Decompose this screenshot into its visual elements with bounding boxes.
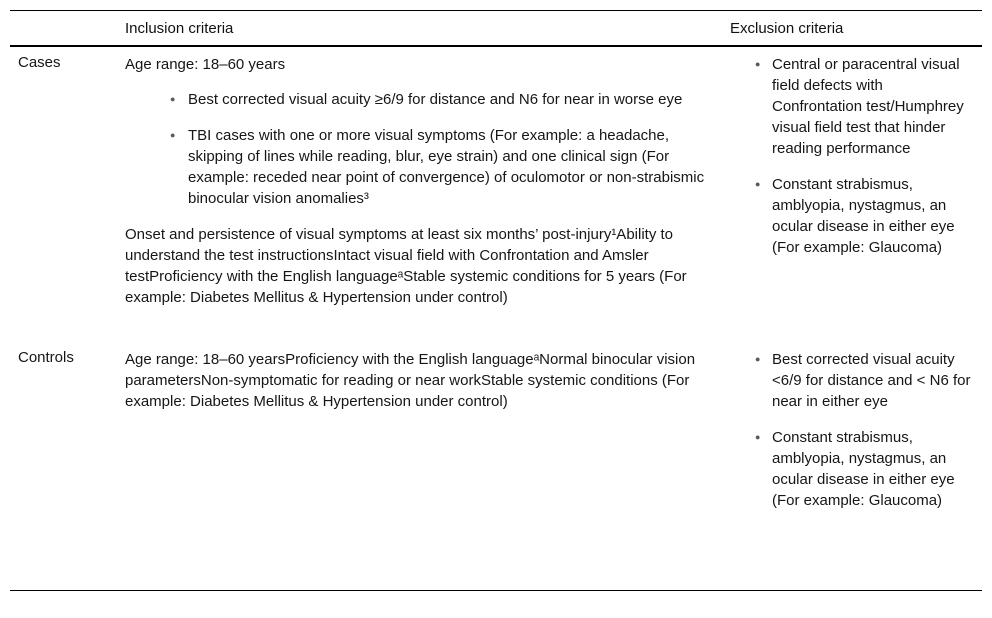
cases-inclusion-bullet-1 — [125, 89, 710, 110]
controls-exclusion-bullet-1 — [730, 349, 976, 412]
table-row-cases — [10, 47, 982, 342]
table-header-row — [10, 11, 982, 45]
bullet-text: Constant strabismus, amblyopia, nystagmus, an ocular disease in either eye (For example: Glaucoma) — [772, 429, 955, 509]
controls-inclusion-cell — [125, 349, 730, 590]
header-exclusion-criteria: Exclusion criteria — [730, 20, 844, 37]
bullet-icon: ● — [170, 94, 176, 104]
cases-inclusion-bullet-2 — [125, 125, 710, 209]
header-inclusion-criteria: Inclusion criteria — [125, 20, 234, 37]
bullet-text: Central or paracentral visual field defects with Confrontation test/Humphrey visual field test that hinder reading performance — [772, 56, 964, 157]
cases-exclusion-cell — [730, 54, 982, 342]
cases-exclusion-bullet-1 — [730, 54, 976, 159]
bullet-icon: ● — [755, 432, 761, 442]
bullet-text: Best corrected visual acuity <6/9 for distance and < N6 for near in either eye — [772, 351, 971, 410]
cases-exclusion-bullet-2 — [730, 174, 976, 258]
table-row-controls — [10, 342, 982, 590]
bullet-icon: ● — [755, 354, 761, 364]
bullet-icon: ● — [170, 130, 176, 140]
cases-inclusion-intro: Age range: 18–60 years — [125, 56, 286, 73]
bullet-text: Constant strabismus, amblyopia, nystagmus, an ocular disease in either eye (For example: Glaucoma) — [772, 176, 955, 256]
bullet-icon: ● — [755, 59, 761, 69]
bullet-icon: ● — [755, 179, 761, 189]
table-bottom-rule — [10, 590, 982, 591]
criteria-table — [10, 10, 982, 591]
bullet-text: TBI cases with one or more visual symptoms (For example: a headache, skipping of lines while reading, blur, eye strain) and one clinical sign (For example: receded near point of convergence) of oculomotor or non-strabismic binocular vision anomalies³ — [188, 127, 705, 207]
cases-inclusion-cell — [125, 54, 730, 342]
row-label-cases: Cases — [18, 54, 61, 71]
controls-exclusion-cell — [730, 349, 982, 590]
bullet-text: Best corrected visual acuity ≥6/9 for distance and N6 for near in worse eye — [188, 91, 683, 108]
controls-inclusion-paragraph: Age range: 18–60 yearsProficiency with the English languageᵃNormal binocular vision parametersNon-symptomatic for reading or near workStable systemic conditions (For example: Diabetes Mellitus & Hypertension under control) — [125, 351, 696, 410]
header-empty-cell — [10, 20, 125, 37]
row-label-controls: Controls — [18, 349, 74, 366]
controls-exclusion-bullet-2 — [730, 427, 976, 511]
cases-inclusion-paragraph: Onset and persistence of visual symptoms at least six months’ post-injury¹Ability to understand the test instructionsIntact visual field with Confrontation and Amsler testProficiency with the English languageᵃStable systemic conditions for 5 years (For example: Diabetes Mellitus & Hypertension under control) — [125, 226, 687, 306]
